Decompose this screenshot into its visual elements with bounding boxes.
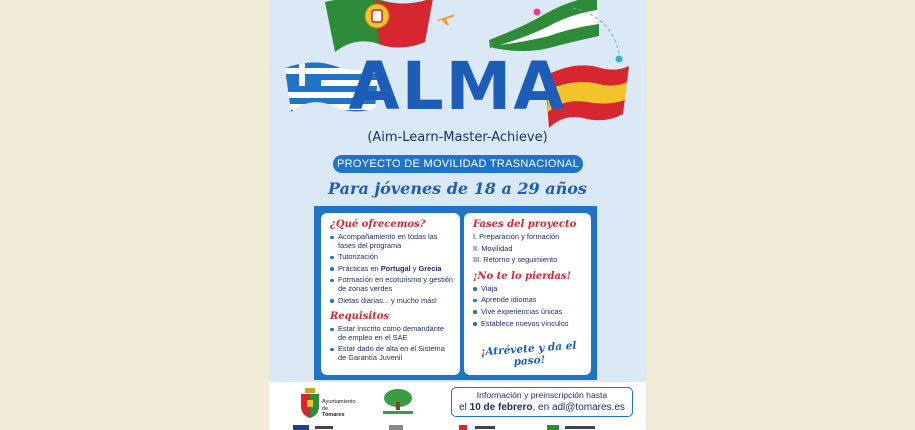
- list-item: Estar dado de alta en el Sistema de Garantía Juvenil: [330, 345, 454, 362]
- country-name: Portugal: [380, 263, 411, 273]
- phases-heading: Fases del proyecto: [473, 219, 577, 230]
- dont-miss-list: [473, 285, 585, 328]
- poster: [269, 0, 646, 430]
- dont-miss-heading: ¡No te lo pierdas!: [473, 270, 572, 282]
- requirements-heading: Requisitos: [330, 311, 390, 323]
- info-box: [451, 387, 633, 417]
- deadline-date: 10 de febrero: [469, 402, 533, 413]
- eu-funding-logos-strip: [289, 422, 629, 430]
- project-banner: PROYECTO DE MOVILIDAD TRASNACIONAL: [333, 155, 583, 173]
- phases-list: [473, 233, 585, 265]
- list-item: II. Movilidad: [473, 243, 513, 253]
- list-item: Dietas diarias... y mucho más!: [330, 297, 454, 306]
- country-name: Grecia: [418, 263, 442, 273]
- offer-card: [321, 213, 460, 375]
- coat-of-arms-icon: [299, 388, 321, 418]
- city-council-label-line2: de: [322, 405, 329, 412]
- poster-title: ALMA: [348, 48, 567, 125]
- list-item: I. Preparación y formación: [473, 232, 560, 241]
- list-item: Prácticas en Portugal y Grecia: [330, 265, 454, 274]
- contact-email[interactable]: adl@tomares.es: [551, 402, 625, 413]
- list-item: Viaja: [473, 285, 585, 294]
- age-range-heading: Para jóvenes de 18 a 29 años: [328, 179, 587, 198]
- city-council-name: Tomares: [322, 412, 345, 418]
- info-prefix: el: [459, 402, 467, 413]
- list-item: Acompañamiento en todas las fases del programa: [330, 233, 454, 250]
- list-item: Establece nuevos vínculos: [473, 320, 585, 329]
- requirements-list: [330, 325, 454, 362]
- tree-logo-icon: [381, 388, 415, 416]
- airplane-icon: [435, 8, 457, 28]
- info-line-1: Información y preinscripción hasta: [476, 390, 608, 400]
- poster-subtitle: (Aim-Learn-Master-Achieve): [367, 130, 548, 145]
- list-item: Formación en ecoturismo y gestión de zonas verdes: [330, 276, 454, 293]
- list-item: Estar inscrito como demandante de empleo en el SAE: [330, 325, 454, 342]
- list-item: Aprende idiomas: [473, 296, 585, 305]
- offer-list: [330, 233, 454, 305]
- slogan: ¡Atrévete y da el paso!: [480, 339, 577, 369]
- list-item: III. Retorno y seguimiento: [473, 255, 558, 265]
- list-item: Tutorización: [330, 253, 454, 262]
- city-council-label: [322, 399, 356, 412]
- city-council-label-line1: Ayuntamiento: [322, 399, 356, 405]
- offer-heading: ¿Qué ofrecemos?: [330, 219, 426, 230]
- list-item: Vive experiencias únicas: [473, 308, 585, 317]
- info-mid: , en: [532, 402, 550, 413]
- info-line-2: [458, 401, 626, 414]
